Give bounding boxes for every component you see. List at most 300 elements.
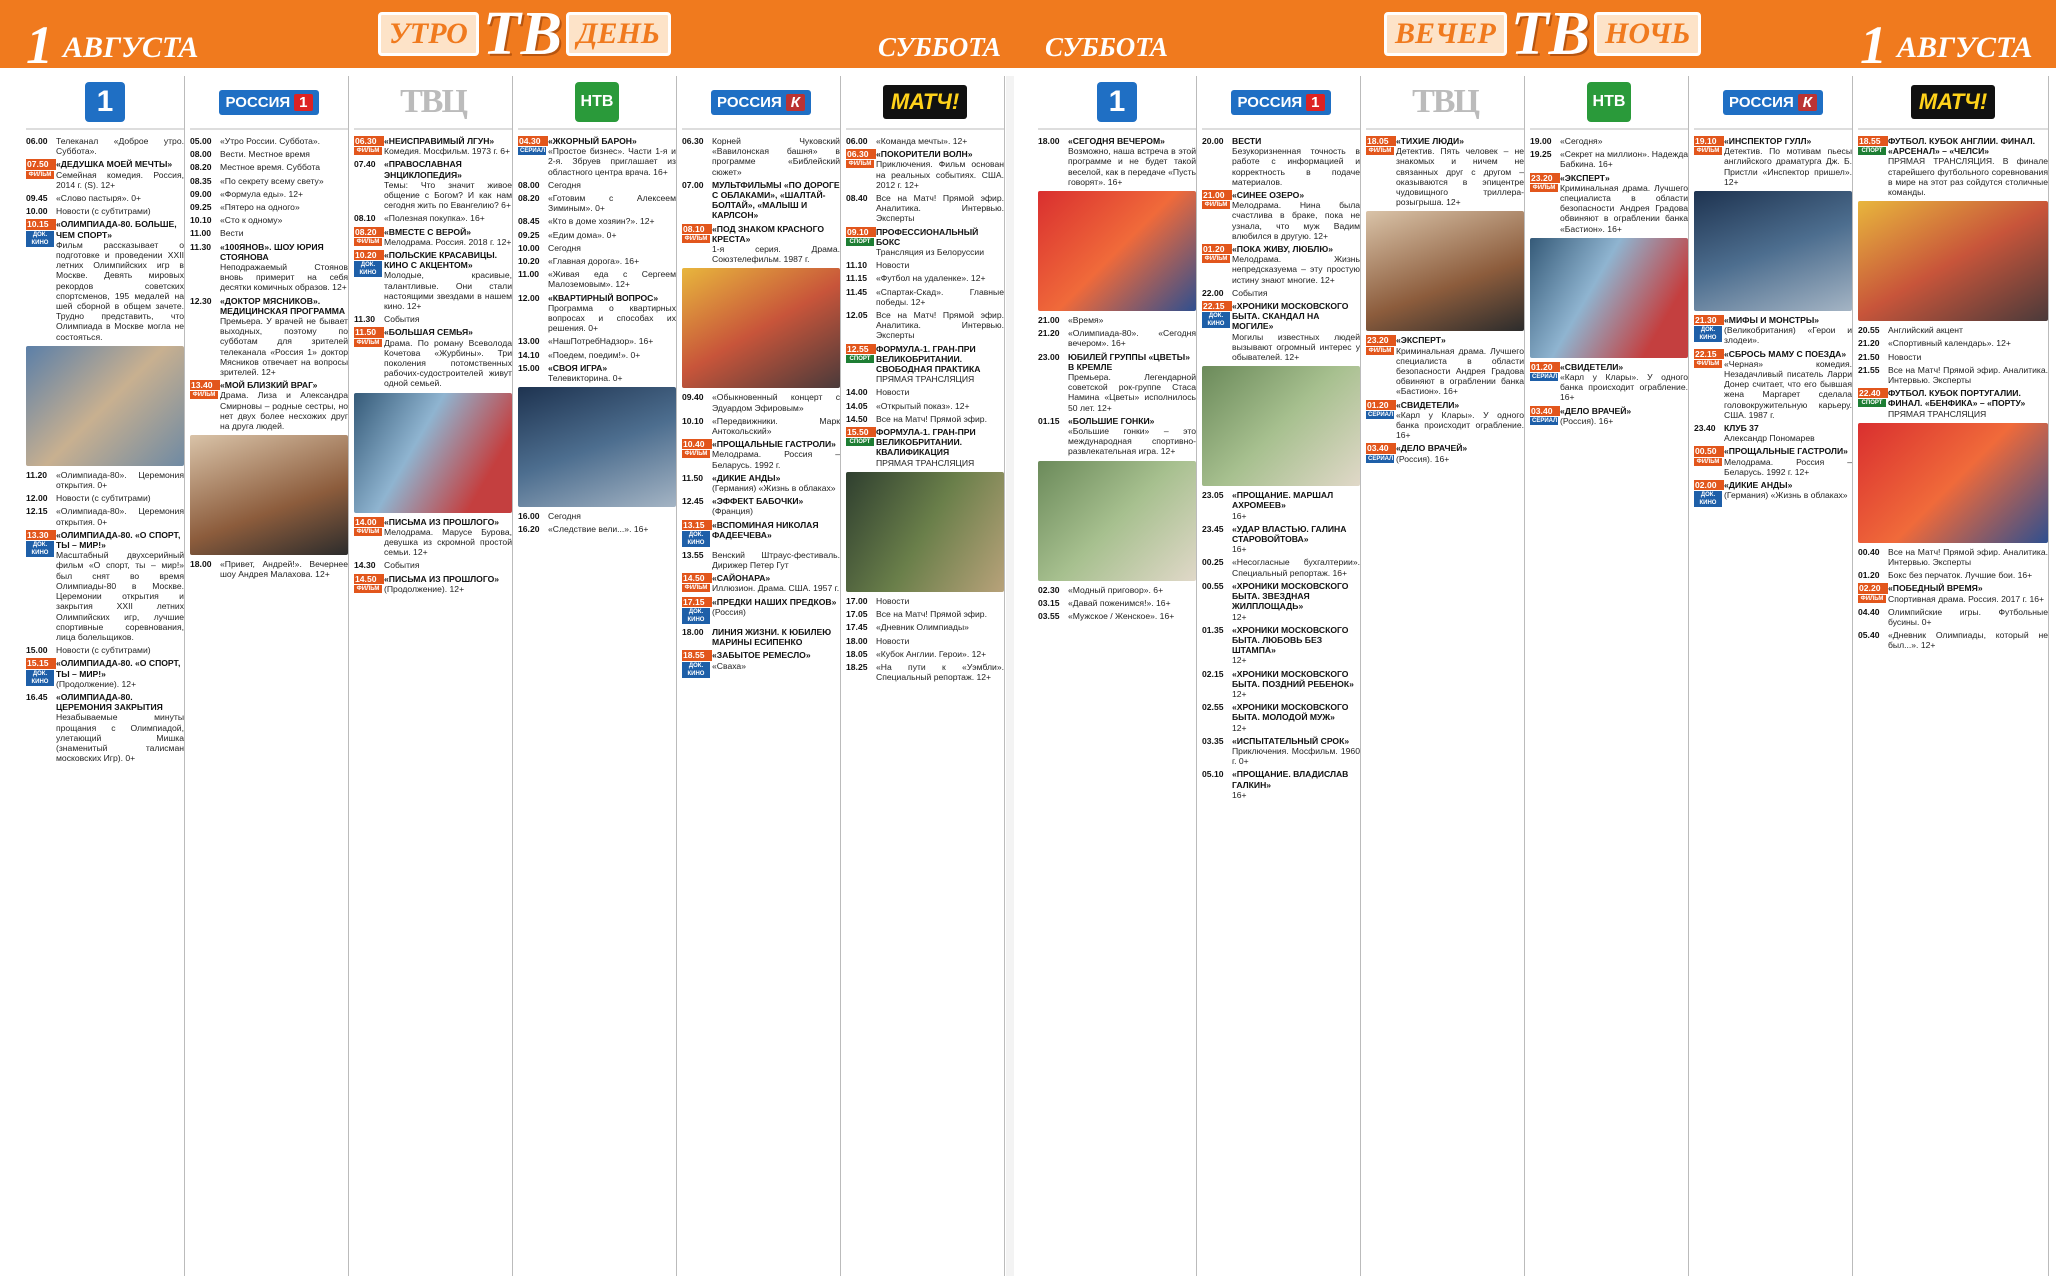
program-description: «Олимпиада-80». «Сегодня вечером». 16+ [1068, 328, 1196, 349]
program-description: Сегодня [548, 242, 581, 253]
program-row [26, 530, 184, 642]
program-row [518, 243, 676, 253]
genre-badge: СПОРТ [846, 238, 874, 246]
channel-logo [1694, 76, 1852, 130]
program-row [846, 387, 1004, 397]
program-row [518, 180, 676, 190]
program-title: «СВИДЕТЕЛИ» [1560, 361, 1624, 372]
program-title: «СИНЕЕ ОЗЕРО» [1232, 190, 1305, 201]
program-description: Сегодня [548, 179, 581, 190]
program-photo [1202, 366, 1360, 486]
program-description: Приключения. Мосфильм. 1960 г. 0+ [1232, 745, 1360, 767]
program-time: 13.15 [682, 520, 712, 530]
program-row [1038, 136, 1196, 187]
program-description: (Продолжение). 12+ [384, 583, 465, 594]
program-row [354, 227, 512, 247]
program-description: Незабываемые минуты прощания с Олимпиадой, улетающий Мишка (знаменитый талисман московских Игр). 0+ [56, 712, 184, 764]
program-photo [354, 393, 512, 513]
program-description: (Германия) «Жизнь в облаках» [1724, 490, 1848, 501]
program-row [1694, 423, 1852, 443]
channel-column [1366, 76, 1525, 1276]
program-description: «Давай поженимся!». 16+ [1068, 597, 1171, 608]
program-title: «ЭФФЕКТ БАБОЧКИ» [712, 496, 804, 507]
channel-logo-icon: НТВ [1587, 82, 1631, 122]
program-time: 03.40 [1530, 406, 1560, 416]
program-description: «Живая еда с Сергеем Малоземовым». 12+ [548, 269, 676, 290]
program-title: «ПРОЩАНИЕ. МАРШАЛ АХРОМЕЕВ» [1232, 490, 1334, 511]
program-description: Бокс без перчаток. Лучшие бои. 16+ [1888, 570, 2033, 581]
channel-logo-icon: ТВЦ [1412, 83, 1478, 120]
program-row [354, 574, 512, 594]
program-title: ПРОФЕССИОНАЛЬНЫЙ БОКС [876, 226, 979, 247]
program-time: 23.05 [1202, 490, 1224, 501]
program-time: 21.00 [1202, 190, 1232, 200]
program-description: «Карл у Клары». У одного банка происходит ограбление. 16+ [1396, 409, 1524, 441]
program-row [682, 550, 840, 570]
program-title: «СЕГОДНЯ ВЕЧЕРОМ» [1068, 136, 1165, 146]
program-time: 11.15 [846, 273, 868, 284]
program-description: Криминальная драма. Лучшего специалиста в области безопасности Андрея Градова обвиняют в ограблении банка «Бастион». 16+ [1396, 345, 1524, 397]
program-row [846, 427, 1004, 468]
program-time: 01.20 [1530, 362, 1560, 372]
program-time: 22.15 [1694, 349, 1724, 359]
program-description: Все на Матч! Прямой эфир. Аналитика. Интервью. Эксперты [1888, 364, 2048, 386]
program-title: КЛУБ 37 [1724, 423, 1759, 434]
genre-badge: ФИЛЬМ [1694, 458, 1722, 466]
program-row [190, 242, 348, 293]
program-description: 16+ [1232, 789, 1247, 800]
program-row [1858, 547, 2048, 567]
program-row [1858, 388, 2048, 419]
program-title: «ПОБЕДНЫЙ ВРЕМЯ» [1888, 583, 1983, 594]
program-description: (Россия). 16+ [1560, 415, 1614, 426]
program-time: 13.55 [682, 549, 704, 560]
program-row [1202, 702, 1360, 733]
program-description: Мелодрама. Нина была счастлива в браке, пока не узнала, что муж Вадим влюбился в другую. 12+ [1232, 200, 1360, 241]
program-time: 09.00 [190, 188, 212, 199]
program-row [190, 228, 348, 238]
program-title: «ОЛИМПИАДА-80. ЦЕРЕМОНИЯ ЗАКРЫТИЯ [56, 691, 163, 713]
program-photo [26, 346, 184, 466]
program-row [354, 314, 512, 324]
program-title: «ДЕЛО ВРАЧЕЙ» [1560, 405, 1632, 416]
program-time: 10.40 [682, 439, 712, 449]
channel-logo [1530, 76, 1688, 130]
program-time: 09.25 [518, 229, 540, 240]
program-time: 23.45 [1202, 523, 1224, 534]
program-time: 23.00 [1038, 351, 1060, 362]
program-time: 08.35 [190, 175, 212, 186]
program-row [1202, 669, 1360, 700]
program-description: 16+ [1232, 544, 1247, 555]
program-row [26, 493, 184, 503]
program-time: 08.20 [518, 193, 540, 204]
program-description: Новости [1888, 351, 1922, 362]
program-description: «Футбол на удаленке». 12+ [876, 273, 986, 284]
program-row [1202, 244, 1360, 285]
program-description: «Олимпиада-80». Церемония открытия. 0+ [56, 469, 184, 491]
program-title: «ИНСПЕКТОР ГУЛЛ» [1724, 136, 1812, 146]
program-row [190, 162, 348, 172]
channel-logo [1038, 76, 1196, 130]
genre-badge: СПОРТ [1858, 399, 1886, 407]
program-row [354, 517, 512, 558]
program-description: Мелодрама. Россия – Беларусь. 1992 г. [712, 449, 840, 470]
program-row [846, 287, 1004, 307]
program-description: Новости (с субтитрами) [56, 206, 151, 217]
program-description: (Германия) «Жизнь в облаках» [712, 483, 836, 494]
program-description: «По секрету всему свету» [220, 175, 324, 186]
right-date: 1 АВГУСТА [1860, 15, 2033, 75]
channel-column [354, 76, 513, 1276]
genre-badge: СПОРТ [1858, 147, 1886, 155]
program-time: 18.05 [1366, 136, 1396, 146]
program-description: Премьера. У врачей не бывает выходных, поэтому по субботам для зрителей телеканала «Россия 1» доктор Мясников отвечает на вопросы зрителей. 12+ [220, 316, 348, 378]
program-description: «Едим дома». 0+ [548, 229, 617, 240]
genre-badge: ФИЛЬМ [354, 147, 382, 155]
program-photo [1858, 201, 2048, 321]
program-row [846, 636, 1004, 646]
program-title: «ДИКИЕ АНДЫ» [712, 472, 781, 483]
program-description: Неподражаемый Стоянов вновь примерит на себя десятки комичных образов. 12+ [220, 262, 348, 293]
program-title: «УДАР ВЛАСТЬЮ. ГАЛИНА СТАРОВОЙТОВА» [1232, 523, 1347, 545]
program-time: 21.30 [1694, 315, 1724, 325]
program-time: 11.30 [354, 314, 376, 325]
channel-column [846, 76, 1005, 1276]
program-time: 14.50 [354, 574, 384, 584]
program-row [1858, 630, 2048, 650]
program-description: События [1232, 287, 1268, 298]
genre-badge: ФИЛЬМ [354, 585, 382, 593]
program-description: Телеканал «Доброе утро. Суббота». [56, 136, 184, 157]
program-row [1202, 625, 1360, 666]
program-title: ВЕСТИ [1232, 136, 1262, 146]
genre-badge: ДОК. КИНО [1694, 491, 1722, 507]
channel-column [1694, 76, 1853, 1276]
program-row [1202, 190, 1360, 241]
genre-badge: ФИЛЬМ [190, 391, 218, 399]
program-description: Темы: Что значит живое общение с Богом? И как нам сегодня жить по Евангелию? 6+ [384, 179, 512, 211]
program-title: «КВАРТИРНЫЙ ВОПРОС» [548, 292, 659, 303]
program-description: ПРЯМАЯ ТРАНСЛЯЦИЯ [1888, 408, 1987, 419]
program-description: Новости [876, 387, 910, 398]
program-row [518, 230, 676, 240]
channel-logo [26, 76, 184, 130]
program-title: «ТИХИЕ ЛЮДИ» [1396, 136, 1464, 146]
genre-badge: ДОК. КИНО [1694, 326, 1722, 342]
program-row [26, 506, 184, 526]
program-time: 03.40 [1366, 443, 1396, 453]
program-row [190, 215, 348, 225]
program-description: «Секрет на миллион». Надежда Бабкина. 16+ [1560, 149, 1688, 170]
program-row [1530, 173, 1688, 234]
program-row [518, 293, 676, 334]
program-description: Вести. Местное время [220, 149, 310, 160]
program-row [1038, 315, 1196, 325]
program-description: Фильм рассказывает о подготовке и проведении XXII летних Олимпийских игр в Москве. Девять мировых рекордов советских спортсменов, 195 медалей на шей сборной в общем зачете. Трудно представить, что Олимпиада в Москве могла не состояться. [56, 239, 184, 342]
program-description: ПРЯМАЯ ТРАНСЛЯЦИЯ. В финале старейшего футбольного соревнования в мире на этот раз сойдутся столичные команды. [1888, 156, 2048, 198]
genre-badge: ДОК. КИНО [26, 231, 54, 247]
program-time: 19.00 [1530, 136, 1552, 146]
program-time: 22.40 [1858, 388, 1888, 398]
program-time: 09.40 [682, 392, 704, 403]
program-description: Безукоризненная точность в работе с информацией и корректность в подаче материалов. [1232, 146, 1360, 187]
program-time: 14.30 [354, 560, 376, 571]
program-description: Все на Матч! Прямой эфир. Аналитика. Интервью. Эксперты [876, 193, 1004, 224]
program-row [1858, 583, 2048, 603]
program-description: Спортивная драма. Россия. 2017 г. 16+ [1888, 593, 2045, 604]
program-time: 10.00 [518, 242, 540, 253]
program-description: Мелодрама. Россия – Беларусь. 1992 г. 12+ [1724, 456, 1852, 477]
channel-logo [354, 76, 512, 130]
program-description: «Слово пастыря». 0+ [56, 193, 142, 204]
program-description: Все на Матч! Прямой эфир. [876, 413, 987, 424]
program-description: «Следствие вели...». 16+ [548, 524, 649, 535]
program-description: «НашПотребНадзор». 16+ [548, 336, 654, 347]
program-description: Корней Чуковский «Вавилонская башня» в программе «Библейский сюжет» [712, 136, 840, 177]
program-title: «ДЕДУШКА МОЕЙ МЕЧТЫ» [56, 159, 173, 170]
program-row [846, 310, 1004, 341]
genre-badge: ФИЛЬМ [1202, 255, 1230, 263]
program-row [190, 296, 348, 378]
program-row [354, 250, 512, 311]
program-time: 02.30 [1038, 584, 1060, 595]
program-time: 10.00 [26, 206, 48, 217]
program-time: 14.05 [846, 400, 868, 411]
program-description: «Большие гонки» – это международная спортивно-развлекательная игра. 12+ [1068, 426, 1196, 457]
program-time: 00.25 [1202, 557, 1224, 568]
program-time: 06.00 [26, 136, 48, 146]
program-description: «Спортивный календарь». 12+ [1888, 338, 2011, 349]
program-time: 03.35 [1202, 735, 1224, 746]
program-description: Мелодрама. Жизнь непредсказуема – эту простую истину знают многие. 12+ [1232, 254, 1360, 285]
program-time: 08.45 [518, 216, 540, 227]
program-description: «Поедем, поедим!». 0+ [548, 349, 641, 360]
program-time: 21.00 [1038, 315, 1060, 326]
program-title: «ПОКА ЖИВУ, ЛЮБЛЮ» [1232, 244, 1333, 255]
program-time: 05.10 [1202, 769, 1224, 780]
program-description: Семейная комедия. Россия, 2014 г. (S). 12+ [56, 169, 184, 190]
program-row [846, 401, 1004, 411]
program-title: «ДЕЛО ВРАЧЕЙ» [1396, 443, 1468, 454]
program-photo [1038, 191, 1196, 311]
program-time: 22.15 [1202, 301, 1232, 311]
program-time: 09.10 [846, 227, 876, 237]
program-row [1530, 406, 1688, 426]
program-description: (Россия). 16+ [1396, 453, 1450, 464]
program-row [26, 136, 184, 156]
program-time: 04.30 [518, 136, 548, 146]
program-time: 06.30 [846, 149, 876, 159]
program-description: «Мужское / Женское». 16+ [1068, 611, 1175, 622]
program-description: Александр Пономарев [1724, 433, 1815, 444]
program-row [846, 414, 1004, 424]
channel-logo-icon: НТВ [575, 82, 619, 122]
program-row [1202, 301, 1360, 362]
program-time: 23.20 [1366, 335, 1396, 345]
program-row [682, 416, 840, 436]
program-description: Иллюзион. Драма. США. 1957 г. [712, 583, 840, 594]
program-description: Криминальная драма. Лучшего специалиста в области безопасности Андрея Градова обвиняют в ограблении банка «Бастион». 16+ [1560, 182, 1688, 234]
program-title: «ПОКОРИТЕЛИ ВОЛН» [876, 149, 973, 160]
genre-badge: ФИЛЬМ [1694, 360, 1722, 368]
program-row [1858, 365, 2048, 385]
program-row [354, 213, 512, 223]
program-time: 00.40 [1858, 546, 1880, 557]
program-time: 00.50 [1694, 446, 1724, 456]
program-description: Все на Матч! Прямой эфир. Аналитика. Интервью. Эксперты [1888, 546, 2048, 568]
channel-column [26, 76, 185, 1276]
genre-badge: ФИЛЬМ [682, 584, 710, 592]
channel-column [1038, 76, 1197, 1276]
genre-badge: СЕРИАЛ [1368, 455, 1394, 462]
genre-badge: ФИЛЬМ [1858, 595, 1886, 603]
program-time: 01.20 [1366, 400, 1396, 410]
program-time: 11.50 [354, 327, 384, 337]
program-row [1366, 443, 1524, 463]
program-description: «Готовим с Алексеем Зиминым». 0+ [548, 193, 676, 214]
program-title: «ПРАВОСЛАВНАЯ ЭНЦИКЛОПЕДИЯ» [384, 159, 462, 180]
genre-badge: ФИЛЬМ [354, 238, 382, 246]
program-title: «100ЯНОВ». ШОУ ЮРИЯ СТОЯНОВА [220, 241, 324, 262]
program-row [26, 193, 184, 203]
program-row [1202, 136, 1360, 187]
program-title: «ПРЕДКИ НАШИХ ПРЕДКОВ» [712, 596, 837, 607]
program-time: 19.25 [1530, 149, 1552, 160]
program-time: 12.30 [190, 295, 212, 306]
program-title: ЛИНИЯ ЖИЗНИ. К ЮБИЛЕЮ МАРИНЫ ЕСИПЕНКО [712, 626, 832, 648]
program-row [518, 216, 676, 226]
program-row [846, 596, 1004, 606]
program-time: 11.00 [518, 269, 540, 280]
program-row [1038, 611, 1196, 621]
program-title: «ПОЛЬСКИЕ КРАСАВИЦЫ. КИНО С АКЦЕНТОМ» [384, 250, 498, 271]
program-time: 18.00 [846, 635, 868, 646]
left-tv-logo: УТРО ТВ ДЕНЬ [378, 4, 671, 64]
channel-column [518, 76, 677, 1276]
program-row [682, 473, 840, 493]
program-row [1858, 607, 2048, 627]
program-row [354, 327, 512, 388]
channel-column [190, 76, 349, 1276]
program-row [1366, 335, 1524, 396]
program-time: 14.50 [682, 573, 712, 583]
program-time: 17.00 [846, 595, 868, 606]
genre-badge: ФИЛЬМ [1366, 147, 1394, 155]
channel-logo [1858, 76, 2048, 130]
genre-badge: СПОРТ [846, 355, 874, 363]
program-title: ФУТБОЛ. КУБОК ПОРТУГАЛИИ. ФИНАЛ. «БЕНФИКА» – «ПОРТУ» [1888, 388, 2026, 409]
program-time: 01.20 [1858, 570, 1880, 581]
program-description: 1-я серия. Драма. Союзтелефильм. 1987 г. [712, 244, 840, 265]
genre-badge: ФИЛЬМ [846, 160, 874, 168]
program-row [1694, 349, 1852, 420]
program-description: «Дневник Олимпиады, который не был...». 12+ [1888, 630, 2048, 651]
program-row [682, 392, 840, 412]
program-time: 02.00 [1694, 480, 1724, 490]
program-title: «САЙОНАРА» [712, 573, 771, 584]
program-row [518, 363, 676, 383]
right-day: СУББОТА [1045, 32, 1169, 62]
program-description: Венский Штраус-фестиваль. Дирижер Петер Гут [712, 549, 840, 571]
program-time: 02.20 [1858, 583, 1888, 593]
program-time: 13.30 [26, 530, 56, 540]
program-time: 16.20 [518, 524, 540, 535]
program-photo [190, 435, 348, 555]
program-description: «Сегодня» [1560, 136, 1603, 146]
program-description: Приключения. Фильм основан на реальных событиях. США. 2012 г. 12+ [876, 159, 1004, 190]
program-time: 22.00 [1202, 287, 1224, 298]
program-title: «ДОКТОР МЯСНИКОВ». МЕДИЦИНСКАЯ ПРОГРАММА [220, 295, 346, 316]
program-description: 12+ [1232, 611, 1247, 622]
program-time: 20.55 [1858, 325, 1880, 336]
program-description: «Команда мечты». 12+ [876, 136, 968, 146]
program-time: 18.55 [682, 650, 712, 660]
program-row [1038, 416, 1196, 457]
program-row [846, 149, 1004, 190]
program-row [682, 136, 840, 177]
program-time: 16.45 [26, 691, 48, 702]
program-photo [846, 472, 1004, 592]
program-row [190, 380, 348, 431]
program-time: 00.55 [1202, 580, 1224, 591]
program-description: «Полезная покупка». 16+ [384, 213, 485, 224]
program-time: 08.00 [190, 149, 212, 160]
program-row [1366, 400, 1524, 441]
program-row [26, 645, 184, 655]
program-row [354, 136, 512, 156]
program-row [26, 692, 184, 763]
program-row [26, 206, 184, 216]
left-date: 1 АВГУСТА [26, 15, 199, 75]
program-time: 11.10 [846, 260, 868, 271]
program-row [26, 219, 184, 341]
program-title: ЮБИЛЕЙ ГРУППЫ «ЦВЕТЫ» В КРЕМЛЕ [1068, 351, 1190, 372]
program-description: «Кубок Англии. Герои». 12+ [876, 648, 987, 659]
program-description: «Передвижники. Марк Антокольский» [712, 415, 840, 437]
program-description: Местное время. Суббота [220, 162, 321, 173]
program-row [846, 662, 1004, 682]
genre-badge: ДОК. КИНО [26, 670, 54, 686]
program-photo [518, 387, 676, 507]
program-time: 15.50 [846, 427, 876, 437]
program-description: Драма. Лиза и Александра Смирновы – родные сестры, но нет двух более несхожих друг на друга людей. [220, 390, 348, 432]
program-description: 12+ [1232, 655, 1247, 666]
program-time: 08.10 [682, 224, 712, 234]
program-title: «ХРОНИКИ МОСКОВСКОГО БЫТА. ПОЗДНИЙ РЕБЕНОК» [1232, 668, 1354, 689]
channel-logo-icon: РОССИЯ К [1723, 90, 1823, 115]
program-description: «Сваха» [712, 660, 746, 671]
program-row [846, 260, 1004, 270]
genre-badge: ДОК. КИНО [1202, 312, 1230, 328]
genre-badge: ДОК. КИНО [26, 541, 54, 557]
genre-badge: ДОК. КИНО [354, 261, 382, 277]
program-time: 12.15 [26, 506, 48, 517]
program-row [1038, 328, 1196, 348]
program-title: «ПОД ЗНАКОМ КРАСНОГО КРЕСТА» [712, 223, 825, 244]
program-row [1694, 480, 1852, 507]
program-row [1858, 352, 2048, 362]
genre-badge: СПОРТ [846, 438, 874, 446]
program-description: 12+ [1232, 688, 1247, 699]
program-row [26, 470, 184, 490]
program-row [682, 650, 840, 677]
program-row [1858, 325, 2048, 335]
program-time: 12.45 [682, 496, 704, 507]
program-time: 21.50 [1858, 351, 1880, 362]
program-description: (Продолжение). 12+ [56, 678, 137, 689]
program-time: 14.50 [846, 413, 868, 424]
